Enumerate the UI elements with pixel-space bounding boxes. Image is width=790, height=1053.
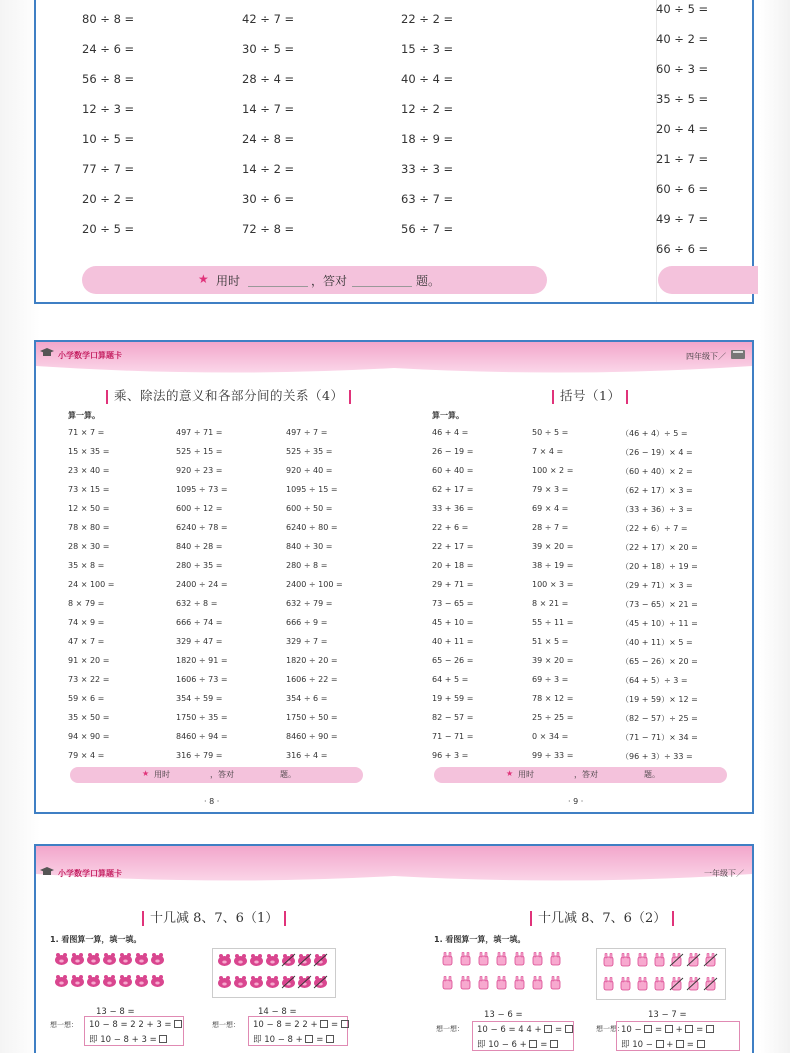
- problem-item: 1820 ÷ 20 =: [286, 656, 338, 665]
- problem-item: （33 + 36）÷ 3 =: [621, 505, 693, 514]
- right-score-footer: [434, 767, 727, 783]
- bunny-figure: [476, 952, 491, 966]
- pig-figure: [150, 974, 165, 988]
- problem-item: 2400 ÷ 24 =: [176, 580, 228, 589]
- pig-figure: [249, 953, 264, 967]
- bunny-figure: [530, 976, 545, 990]
- problem-item: 28 × 30 =: [68, 542, 110, 551]
- grade-label: 一年级下／: [704, 869, 744, 878]
- answer-box[interactable]: [676, 1040, 684, 1048]
- problem-item: 35 × 8 =: [68, 561, 105, 570]
- problem-item: 1095 ÷ 73 =: [176, 485, 228, 494]
- problem-item: 59 × 6 =: [68, 694, 105, 703]
- bunny-figure: [512, 976, 527, 990]
- problem-item: 1750 ÷ 50 =: [286, 713, 338, 722]
- problem-item: 354 ÷ 59 =: [176, 694, 223, 703]
- problem-item: 14 ÷ 7 =: [242, 102, 295, 116]
- answer-box[interactable]: [174, 1020, 182, 1028]
- problem-item: 74 × 9 =: [68, 618, 105, 627]
- score-footer: [82, 266, 547, 294]
- problem-item: 20 + 18 =: [432, 561, 474, 570]
- problem-item: 60 ÷ 3 =: [656, 62, 709, 76]
- problem-item: 30 ÷ 5 =: [242, 42, 295, 56]
- bunny-figure: [601, 977, 616, 991]
- pig-figure: [233, 975, 248, 989]
- time-label: 用时: [518, 770, 534, 779]
- bottom-page-spread: [34, 844, 754, 1053]
- problem-item: （22 + 6）÷ 7 =: [621, 524, 688, 533]
- problem-item: （65 − 26）× 20 =: [621, 657, 698, 666]
- problem-item: 77 ÷ 7 =: [82, 162, 135, 176]
- answer-box[interactable]: [320, 1020, 328, 1028]
- problem-item: 30 ÷ 6 =: [242, 192, 295, 206]
- pig-figure: [54, 952, 69, 966]
- problem-item: 73 × 22 =: [68, 675, 110, 684]
- time-blank[interactable]: [248, 286, 308, 287]
- equation-13-7: 13 − 7 =: [648, 1010, 687, 1020]
- problem-item: 14 ÷ 2 =: [242, 162, 295, 176]
- left-page-title: 十几减 8、7、6（1）: [136, 907, 292, 926]
- time-label: 用时: [154, 770, 170, 779]
- bunny-figure: [703, 977, 718, 991]
- bunny-figure: [440, 976, 455, 990]
- problem-item: 50 ÷ 5 =: [532, 428, 569, 437]
- pig-figure: [134, 952, 149, 966]
- problem-item: 666 ÷ 74 =: [176, 618, 223, 627]
- problem-item: 354 ÷ 6 =: [286, 694, 328, 703]
- problem-item: 8460 ÷ 90 =: [286, 732, 338, 741]
- problem-item: 28 ÷ 7 =: [532, 523, 569, 532]
- pig-figure: [265, 953, 280, 967]
- problem-item: 22 + 17 =: [432, 542, 474, 551]
- problem-item: 63 ÷ 7 =: [401, 192, 454, 206]
- problem-item: 65 − 26 =: [432, 656, 474, 665]
- page-number-right: · 9 ·: [568, 797, 584, 806]
- problem-item: 25 ÷ 25 =: [532, 713, 574, 722]
- problem-item: 45 + 10 =: [432, 618, 474, 627]
- problem-item: （64 + 5）÷ 3 =: [621, 676, 688, 685]
- problem-item: 69 ÷ 3 =: [532, 675, 569, 684]
- problem-item: （40 + 11）× 5 =: [621, 638, 693, 647]
- problem-item: 7 × 4 =: [532, 447, 564, 456]
- bunny-figure: [618, 953, 633, 967]
- pig-figure: [102, 952, 117, 966]
- pig-figure: [70, 974, 85, 988]
- right-page-title: 括号（1）: [546, 386, 634, 404]
- problem-item: 21 ÷ 7 =: [656, 152, 709, 166]
- problem-item: （29 + 71）× 3 =: [621, 581, 693, 590]
- bunny-figure: [669, 977, 684, 991]
- problem-item: 56 ÷ 7 =: [401, 222, 454, 236]
- left-question: 1. 看图算一算，填一填。: [50, 935, 142, 944]
- pig-figure: [217, 975, 232, 989]
- problem-item: 22 ÷ 2 =: [401, 12, 454, 26]
- problem-item: 55 ÷ 11 =: [532, 618, 574, 627]
- problem-item: （96 + 3）÷ 33 =: [621, 752, 693, 761]
- bunny-figure: [635, 977, 650, 991]
- book-icon: [730, 348, 746, 360]
- think-label: 想一想：: [436, 1025, 464, 1033]
- problem-item: 2400 ÷ 100 =: [286, 580, 343, 589]
- problem-item: 12 ÷ 3 =: [82, 102, 135, 116]
- problem-item: 64 + 5 =: [432, 675, 469, 684]
- think-label: 想一想：: [212, 1021, 240, 1029]
- problem-item: （19 + 59）× 12 =: [621, 695, 698, 704]
- problem-item: （26 − 19）× 4 =: [621, 448, 693, 457]
- answer-box[interactable]: [550, 1040, 558, 1048]
- problem-item: 40 ÷ 2 =: [656, 32, 709, 46]
- problem-item: 96 + 3 =: [432, 751, 469, 760]
- problem-item: 73 × 15 =: [68, 485, 110, 494]
- problem-item: 78 × 80 =: [68, 523, 110, 532]
- bunny-figure: [548, 952, 563, 966]
- problem-item: 0 × 34 =: [532, 732, 569, 741]
- problem-item: 26 − 19 =: [432, 447, 474, 456]
- problem-item: 280 ÷ 8 =: [286, 561, 328, 570]
- problem-item: 73 − 65 =: [432, 599, 474, 608]
- left-score-footer: [70, 767, 363, 783]
- problem-item: 20 ÷ 2 =: [82, 192, 135, 206]
- graduation-cap-icon: [40, 348, 54, 358]
- bunny-figure: [686, 953, 701, 967]
- problem-item: 71 × 7 =: [68, 428, 105, 437]
- problem-item: 1095 ÷ 15 =: [286, 485, 338, 494]
- equation-13-8: 13 − 8 =: [96, 1007, 135, 1017]
- bunny-figure: [476, 976, 491, 990]
- pig-figure: [297, 975, 312, 989]
- left-instruction: 算一算。: [68, 411, 100, 420]
- star-icon: ★: [198, 272, 209, 286]
- bunny-figure: [548, 976, 563, 990]
- problem-item: 525 ÷ 15 =: [176, 447, 223, 456]
- problem-item: 39 × 20 =: [532, 656, 574, 665]
- problem-item: 8 × 79 =: [68, 599, 105, 608]
- problem-item: （82 − 57）÷ 25 =: [621, 714, 698, 723]
- problem-item: 82 − 57 =: [432, 713, 474, 722]
- bunny-figure: [686, 977, 701, 991]
- problem-item: 35 ÷ 5 =: [656, 92, 709, 106]
- pig-figure: [118, 952, 133, 966]
- pig-picture-1: [54, 948, 172, 996]
- problem-item: 60 ÷ 6 =: [656, 182, 709, 196]
- answer-box[interactable]: [305, 1035, 313, 1043]
- problem-item: 66 ÷ 6 =: [656, 242, 709, 256]
- problem-item: 33 + 36 =: [432, 504, 474, 513]
- problem-item: （45 + 10）÷ 11 =: [621, 619, 698, 628]
- problem-item: 20 ÷ 5 =: [82, 222, 135, 236]
- problem-item: 6240 ÷ 78 =: [176, 523, 228, 532]
- problem-item: 8460 ÷ 94 =: [176, 732, 228, 741]
- unit-label: 题。: [644, 770, 660, 779]
- problem-item: 24 × 100 =: [68, 580, 115, 589]
- middle-page-spread: [34, 340, 754, 814]
- pig-figure: [233, 953, 248, 967]
- pig-figure: [102, 974, 117, 988]
- right-page-title: 十几减 8、7、6（2）: [524, 907, 680, 926]
- problem-item: 316 ÷ 4 =: [286, 751, 328, 760]
- problem-item: 23 × 40 =: [68, 466, 110, 475]
- pig-figure: [313, 975, 328, 989]
- bunny-figure: [494, 976, 509, 990]
- correct-label: ，答对: [210, 770, 234, 779]
- bunny-figure: [652, 977, 667, 991]
- problem-item: 329 ÷ 7 =: [286, 637, 328, 646]
- problem-item: 80 ÷ 8 =: [82, 12, 135, 26]
- problem-item: 12 × 50 =: [68, 504, 110, 513]
- problem-item: 8 × 21 =: [532, 599, 569, 608]
- problem-item: 47 × 7 =: [68, 637, 105, 646]
- unit-label: 题。: [280, 770, 296, 779]
- answer-box[interactable]: [544, 1025, 552, 1033]
- problem-item: 525 ÷ 35 =: [286, 447, 333, 456]
- bunny-figure: [652, 953, 667, 967]
- problem-item: 60 + 40 =: [432, 466, 474, 475]
- bunny-picture-1: [438, 950, 572, 1000]
- problem-item: 40 ÷ 5 =: [656, 2, 709, 16]
- think-label: 想一想：: [50, 1021, 78, 1029]
- pig-figure: [249, 975, 264, 989]
- problem-item: （22 + 17）× 20 =: [621, 543, 698, 552]
- answer-box[interactable]: [159, 1035, 167, 1043]
- problem-item: 100 × 3 =: [532, 580, 574, 589]
- bunny-figure: [512, 952, 527, 966]
- problem-item: 666 ÷ 9 =: [286, 618, 328, 627]
- answer-box[interactable]: [706, 1025, 714, 1033]
- pig-figure: [86, 952, 101, 966]
- problem-item: 920 ÷ 40 =: [286, 466, 333, 475]
- problem-item: 35 × 50 =: [68, 713, 110, 722]
- problem-item: （46 + 4）÷ 5 =: [621, 429, 688, 438]
- header-wave: [36, 360, 752, 380]
- problem-item: 33 ÷ 3 =: [401, 162, 454, 176]
- problem-item: 24 ÷ 8 =: [242, 132, 295, 146]
- problem-item: 62 + 17 =: [432, 485, 474, 494]
- problem-item: 42 ÷ 7 =: [242, 12, 295, 26]
- problem-item: 22 + 6 =: [432, 523, 469, 532]
- problem-item: 1820 ÷ 91 =: [176, 656, 228, 665]
- grade-label: 四年级下／: [686, 352, 726, 361]
- problem-item: 72 ÷ 8 =: [242, 222, 295, 236]
- brand-logo: 小学数学口算题卡: [58, 869, 122, 878]
- bunny-figure: [618, 977, 633, 991]
- problem-item: 1750 ÷ 35 =: [176, 713, 228, 722]
- pig-figure: [54, 974, 69, 988]
- problem-item: 316 ÷ 79 =: [176, 751, 223, 760]
- think-box-d: 10 − = + = 即 10 − + =: [616, 1021, 740, 1051]
- bunny-figure: [669, 953, 684, 967]
- problem-item: 15 ÷ 3 =: [401, 42, 454, 56]
- problem-item: 497 ÷ 7 =: [286, 428, 328, 437]
- bunny-figure: [530, 952, 545, 966]
- problem-item: 600 ÷ 50 =: [286, 504, 333, 513]
- star-icon: ★: [506, 769, 514, 778]
- problem-item: 920 ÷ 23 =: [176, 466, 223, 475]
- problem-item: （60 + 40）× 2 =: [621, 467, 693, 476]
- problem-item: （20 + 18）÷ 19 =: [621, 562, 698, 571]
- unit-label: 题。: [416, 274, 441, 288]
- problem-item: 840 ÷ 30 =: [286, 542, 333, 551]
- problem-item: 10 ÷ 5 =: [82, 132, 135, 146]
- page-header-band: [36, 846, 752, 886]
- answer-box[interactable]: [656, 1040, 664, 1048]
- problem-item: 71 − 71 =: [432, 732, 474, 741]
- answer-box[interactable]: [697, 1040, 705, 1048]
- problem-item: （73 − 65）× 21 =: [621, 600, 698, 609]
- pig-figure: [134, 974, 149, 988]
- problem-item: 94 × 90 =: [68, 732, 110, 741]
- right-question: 1. 看图算一算，填一填。: [434, 935, 526, 944]
- equation-14-8: 14 − 8 =: [258, 1007, 297, 1017]
- bunny-figure: [494, 952, 509, 966]
- answer-box[interactable]: [665, 1025, 673, 1033]
- pig-figure: [70, 952, 85, 966]
- problem-item: 29 + 71 =: [432, 580, 474, 589]
- pig-figure: [118, 974, 133, 988]
- bunny-picture-2: [596, 948, 726, 1000]
- bunny-figure: [703, 953, 718, 967]
- correct-label: ，答对: [311, 274, 348, 288]
- problem-item: 40 + 11 =: [432, 637, 474, 646]
- page-header-band: [36, 342, 752, 376]
- answer-box[interactable]: [644, 1025, 652, 1033]
- think-box-a: 10 − 8 = 2 2 + 3 = 即 10 − 8 + 3 =: [84, 1016, 184, 1046]
- answer-box[interactable]: [565, 1025, 573, 1033]
- problem-item: 79 × 4 =: [68, 751, 105, 760]
- problem-item: 51 × 5 =: [532, 637, 569, 646]
- problem-item: 49 ÷ 7 =: [656, 212, 709, 226]
- problem-item: 632 ÷ 79 =: [286, 599, 333, 608]
- problem-item: 1606 ÷ 73 =: [176, 675, 228, 684]
- answer-box[interactable]: [341, 1020, 349, 1028]
- problem-item: 15 × 35 =: [68, 447, 110, 456]
- answer-box[interactable]: [685, 1025, 693, 1033]
- pig-figure: [150, 952, 165, 966]
- star-icon: ★: [142, 769, 150, 778]
- pig-figure: [217, 953, 232, 967]
- problem-item: 46 + 4 =: [432, 428, 469, 437]
- problem-item: 79 × 3 =: [532, 485, 569, 494]
- correct-label: ，答对: [574, 770, 598, 779]
- problem-item: 24 ÷ 6 =: [82, 42, 135, 56]
- problem-item: 91 × 20 =: [68, 656, 110, 665]
- problem-item: 1606 ÷ 22 =: [286, 675, 338, 684]
- problem-item: 329 ÷ 47 =: [176, 637, 223, 646]
- correct-blank[interactable]: [352, 286, 412, 287]
- problem-item: 39 × 20 =: [532, 542, 574, 551]
- problem-item: 28 ÷ 4 =: [242, 72, 295, 86]
- problem-item: 12 ÷ 2 =: [401, 102, 454, 116]
- pig-figure: [281, 953, 296, 967]
- left-page-title: 乘、除法的意义和各部分间的关系（4）: [100, 386, 357, 404]
- problem-item: 20 ÷ 4 =: [656, 122, 709, 136]
- think-box-c: 10 − 6 = 4 4 + = 即 10 − 6 + =: [472, 1021, 574, 1051]
- problem-item: 280 ÷ 35 =: [176, 561, 223, 570]
- answer-box[interactable]: [529, 1040, 537, 1048]
- think-label: 想一想：: [596, 1025, 624, 1033]
- time-label: 用时: [216, 274, 241, 288]
- graduation-cap-icon: [40, 867, 54, 877]
- problem-item: （71 − 71）× 34 =: [621, 733, 698, 742]
- bunny-figure: [458, 976, 473, 990]
- pig-figure: [265, 975, 280, 989]
- think-box-b: 10 − 8 = 2 2 + = 即 10 − 8 + =: [248, 1016, 348, 1046]
- problem-item: 40 ÷ 4 =: [401, 72, 454, 86]
- header-wave: [36, 866, 752, 886]
- problem-item: 632 ÷ 8 =: [176, 599, 218, 608]
- problem-item: 56 ÷ 8 =: [82, 72, 135, 86]
- right-instruction: 算一算。: [432, 411, 464, 420]
- bunny-figure: [635, 953, 650, 967]
- pig-figure: [281, 975, 296, 989]
- top-page-spread: [34, 0, 754, 304]
- problem-item: 497 ÷ 71 =: [176, 428, 223, 437]
- pig-figure: [86, 974, 101, 988]
- problem-item: （62 + 17）× 3 =: [621, 486, 693, 495]
- answer-box[interactable]: [326, 1035, 334, 1043]
- problem-item: 100 × 2 =: [532, 466, 574, 475]
- problem-item: 840 ÷ 28 =: [176, 542, 223, 551]
- problem-item: 99 ÷ 33 =: [532, 751, 574, 760]
- problem-item: 38 ÷ 19 =: [532, 561, 574, 570]
- equation-13-6: 13 − 6 =: [484, 1010, 523, 1020]
- pig-figure: [313, 953, 328, 967]
- score-footer-right: [658, 266, 758, 294]
- bunny-figure: [440, 952, 455, 966]
- pig-figure: [297, 953, 312, 967]
- page-number-left: · 8 ·: [204, 797, 220, 806]
- brand-logo: 小学数学口算题卡: [58, 351, 122, 360]
- problem-item: 600 ÷ 12 =: [176, 504, 223, 513]
- problem-item: 69 × 4 =: [532, 504, 569, 513]
- bunny-figure: [601, 953, 616, 967]
- problem-item: 78 × 12 =: [532, 694, 574, 703]
- pig-picture-2: [212, 948, 336, 998]
- problem-item: 19 + 59 =: [432, 694, 474, 703]
- problem-item: 18 ÷ 9 =: [401, 132, 454, 146]
- bunny-figure: [458, 952, 473, 966]
- problem-item: 6240 ÷ 80 =: [286, 523, 338, 532]
